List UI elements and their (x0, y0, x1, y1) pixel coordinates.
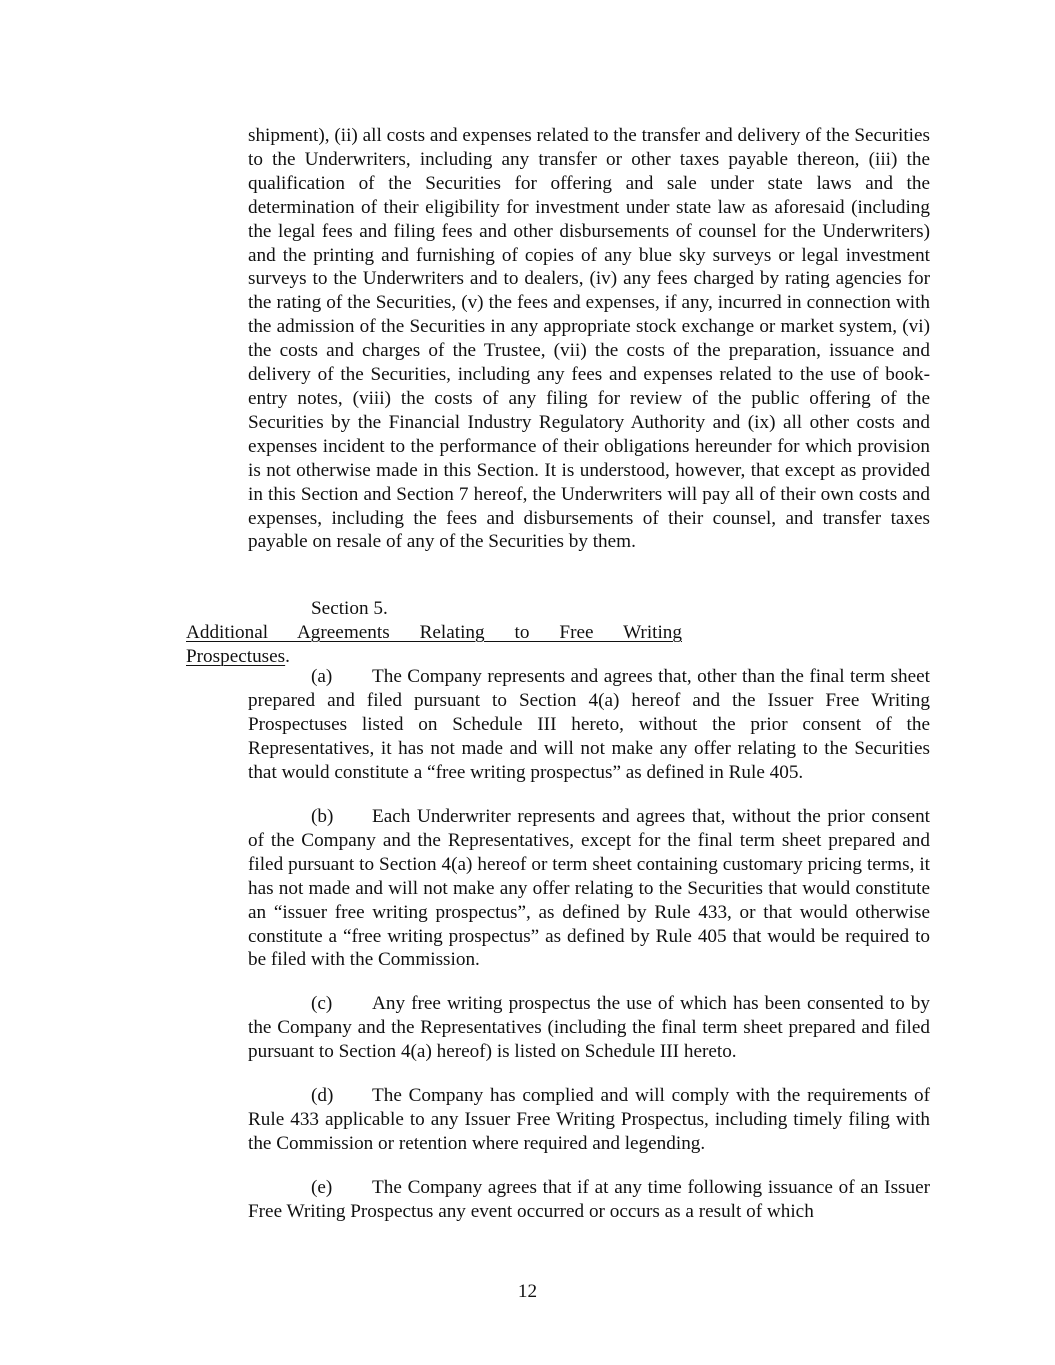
section-title-line1: Additional Agreements Relating to Free Writing (186, 621, 682, 643)
item-label: (e) (311, 1177, 333, 1198)
list-item-e (248, 1176, 930, 1224)
item-label: (c) (311, 993, 333, 1014)
list-item-c (248, 992, 930, 1064)
list-item-a (248, 665, 930, 785)
section-heading (186, 597, 930, 669)
item-label: (a) (311, 666, 333, 687)
item-text: The Company represents and agrees that, other than the final term sheet prepared and filed pursuant to Section 4(a) hereof and the Issuer Free Writing Prospectuses listed on Schedule III hereto, without the prior consent of the Representatives, it has not made and will not make any offer relating to the Securities that would constitute a “free writing prospectus” as defined in Rule 405. (248, 666, 930, 783)
list-item-d (248, 1084, 930, 1156)
item-text: Each Underwriter represents and agrees that, without the prior consent of the Company and the Representatives, except for the final term sheet prepared and filed pursuant to Section 4(a) hereof or term sheet containing customary pricing terms, it has not made and will not make any offer relating to the Securities that would constitute an “issuer free writing prospectus”, as defined by Rule 433, or that would otherwise constitute a “free writing prospectus” as defined by Rule 405 that would be required to be filed with the Commission. (248, 806, 930, 971)
item-text: Any free writing prospectus the use of which has been consented to by the Company and the Representatives (including the final term sheet prepared and filed pursuant to Section 4(a) hereof) is listed on Schedule III hereto. (248, 993, 930, 1062)
section-title-end: . (285, 645, 290, 667)
section-title-line2: Prospectuses (186, 645, 286, 667)
continued-paragraph: shipment), (ii) all costs and expenses related to the transfer and delivery of the Securities to the Underwriters, including any transfer or other taxes payable thereon, (iii) the qualification of the Securities for offering and sale under state laws and the determination of their eligibility for investment under state law as aforesaid (including the legal fees and filing fees and other disbursements of counsel for the Underwriters) and the printing and furnishing of copies of any blue sky surveys or legal investment surveys to the Underwriters and to dealers, (iv) any fees charged by rating agencies for the rating of the Securities, (v) the fees and expenses, if any, incurred in connection with the admission of the Securities in any appropriate stock exchange or market system, (vi) the costs and charges of the Trustee, (vii) the costs of the preparation, issuance and delivery of the Securities, including any fees and expenses related to the use of book-entry notes, (viii) the costs of any filing for review of the public offering of the Securities by the Financial Industry Regulatory Authority and (ix) all other costs and expenses incident to the performance of their obligations hereunder for which provision is not otherwise made in this Section. It is understood, however, that except as provided in this Section and Section 7 hereof, the Underwriters will pay all of their own costs and expenses, including the fees and disbursements of their counsel, and transfer taxes payable on resale of any of the Securities by them. (248, 125, 930, 553)
page-number: 12 (517, 1281, 538, 1302)
item-text: The Company has complied and will comply with the requirements of Rule 433 applicable to any Issuer Free Writing Prospectus, including timely filing with the Commission or retention where required and legending. (248, 1085, 930, 1154)
list-item-b (248, 805, 930, 972)
item-text: The Company agrees that if at any time following issuance of an Issuer Free Writing Prospectus any event occurred or occurs as a result of which (248, 1177, 930, 1222)
item-label: (d) (311, 1085, 334, 1106)
section-label: Section 5. (311, 598, 388, 619)
item-label: (b) (311, 806, 334, 827)
